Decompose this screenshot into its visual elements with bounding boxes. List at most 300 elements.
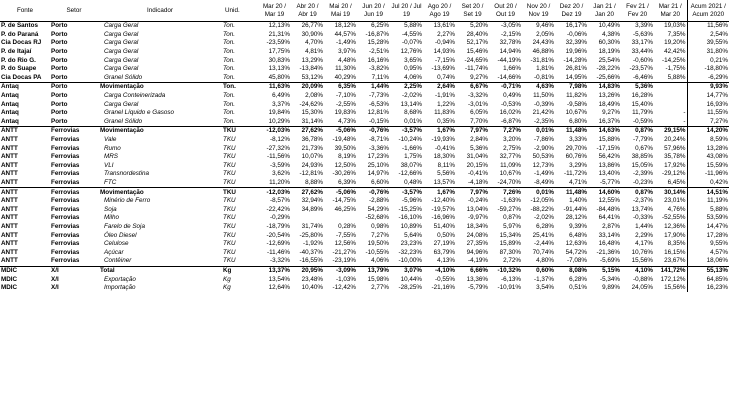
cell-value: 30,14% [654,188,687,197]
cell-value: 8,08% [555,266,588,275]
cell-value: 1,22% [437,100,455,108]
column-header-1[interactable]: Setor [50,0,98,22]
cell-value: 14,97% [367,170,389,178]
cell-value: -8,71% [369,136,389,144]
cell-value: 32,39% [565,39,587,47]
cell-value [654,83,687,92]
cell-value: 54,72% [565,248,587,256]
cell-value: -1,91% [435,92,455,100]
cell-value: 0,01% [404,117,422,125]
cell-value: -2,88% [369,197,389,205]
cell-indicador: Importação [104,284,136,292]
cell-value: 54,29% [367,205,389,213]
cell-value: 17,92% [664,161,686,169]
cell-value: -21,16% [431,284,455,292]
cell-indicador: Carga Geral [104,56,139,64]
cell-value: 9,39% [569,222,587,230]
cell-value: -21,27% [332,248,356,256]
cell-value: -2,55% [336,100,356,108]
cell-value: -14,28% [563,56,587,64]
cell-value: 11,79% [632,109,653,117]
cell-value: 8,11% [437,161,455,169]
table-row[interactable] [0,56,729,65]
cell-value: 12,56% [334,240,356,248]
cell-value: -10,32% [489,266,522,275]
cell-value: 13,79% [357,266,390,275]
cell-value [654,92,687,101]
cell-acum: 0,21% [687,56,729,65]
cell-setor: Porto [51,48,68,56]
cell-value: -12,42% [332,284,356,292]
cell-fonte: ANTT [0,188,50,197]
cell-value: -23,59% [266,39,290,47]
cell-value: 23,01% [664,197,686,205]
cell-value: -0,55% [435,275,455,283]
table-row[interactable] [0,118,729,127]
cell-setor: Ferrovias [51,222,80,230]
cell-value: 2,72% [503,257,521,265]
cell-value: 10,29% [268,117,290,125]
cell-value: 25,10% [367,161,389,169]
cell-fonte: ANTT [0,127,50,136]
table-row[interactable] [0,39,729,48]
cell-value: 8,68% [404,109,422,117]
cell-unid: TKU [223,222,236,230]
cell-value: 21,31% [268,30,290,38]
cell-fonte: Antaq [1,117,19,125]
cell-value: 18,49% [598,100,620,108]
cell-unid: TKU [223,205,236,213]
cell-unid: TKU [222,127,258,136]
table-row[interactable] [0,231,729,240]
table-row[interactable] [0,65,729,74]
cell-indicador: Carga Geral [104,39,139,47]
column-header-6[interactable]: Mai 20 / Mai 19 [324,0,357,22]
cell-value: 12,64% [268,284,290,292]
cell-setor: Porto [51,73,68,81]
cell-fonte: P. de Itajaí [1,48,32,56]
cell-value: 46,88% [532,48,554,56]
cell-value [654,100,687,109]
cell-value: 15,40% [631,100,653,108]
cell-value: 12,63% [565,240,587,248]
cell-setor: X/I [51,275,59,283]
cell-value: -2,35% [534,117,554,125]
cell-value: 2,29% [635,231,653,239]
cell-value: -1,63% [501,197,521,205]
cell-acum: 16,23% [687,284,729,293]
column-header-13[interactable]: Dez 20 / Dez 19 [555,0,588,22]
cell-value: -12,03% [258,127,291,136]
cell-value: 9,89% [602,284,620,292]
cell-indicador: Movimentação [98,188,222,197]
cell-unid: Ton. [223,100,236,108]
cell-value: 3,29% [569,161,587,169]
cell-value: 0,35% [437,117,455,125]
cell-value: -12,03% [258,188,291,197]
cell-value: -0,81% [534,73,554,81]
cell-indicador: MRS [104,153,118,161]
table-row[interactable] [0,170,729,179]
table-row[interactable] [0,275,729,284]
cell-value: 5,56% [437,170,455,178]
cell-value: 40,29% [334,73,356,81]
cell-value: 17,75% [268,48,290,56]
table-row[interactable] [0,205,729,214]
cell-fonte: Antaq [1,92,19,100]
cell-value: -7,79% [633,136,653,144]
cell-value: 12,81% [367,109,389,117]
table-row[interactable] [0,179,729,188]
cell-value: 9,27% [470,73,488,81]
table-row[interactable] [0,257,729,266]
cell-value: 1,44% [357,83,390,92]
cell-value: 2,05% [536,30,554,38]
cell-value: 19,83% [334,109,356,117]
cell-value: 10,67% [499,170,521,178]
cell-value: 19,20% [664,39,686,47]
cell-value: 4,80% [536,257,554,265]
cell-value: 7,27% [371,231,389,239]
cell-value: -11,74% [465,65,488,73]
cell-value: 20,15% [466,161,488,169]
cell-fonte: Cia Docas PA [1,73,42,81]
cell-value: -0,07% [402,39,422,47]
cell-value: -28,22% [596,65,620,73]
column-header-16[interactable]: Mar 21 / Mar 20 [654,0,687,22]
table-row[interactable] [0,248,729,257]
column-header-12[interactable]: Nov 20 / Nov 19 [522,0,555,22]
cell-value: 30,83% [268,56,290,64]
column-header-10[interactable]: Set 20 / Set 19 [456,0,489,22]
table-row[interactable] [0,197,729,206]
cell-indicador: Movimentação [98,83,222,92]
column-header-4[interactable]: Mar 20 / Mar 19 [258,0,291,22]
cell-value: 5,64% [404,231,422,239]
table-row[interactable] [0,127,729,136]
cell-value: -52,55% [662,214,686,222]
cell-value: -2,44% [534,240,554,248]
cell-setor: Ferrovias [51,144,80,152]
cell-fonte: ANTT [1,257,18,265]
cell-value: -16,10% [398,214,422,222]
cell-value: 9,27% [602,109,620,117]
cell-unid: Ton. [223,22,236,30]
cell-value: -14,75% [332,197,356,205]
cell-value: 0,74% [437,73,455,81]
cell-setor: Ferrovias [51,231,80,239]
cell-value: 1,40% [569,197,587,205]
cell-value: 32,94% [301,197,323,205]
cell-acum: 0,42% [687,179,729,188]
cell-setor: Porto [51,117,68,125]
cell-value: 1,44% [635,222,653,230]
cell-value: -6,87% [501,117,521,125]
column-header-11[interactable]: Out 20 / Out 19 [489,0,522,22]
cell-value: -12,66% [398,170,422,178]
cell-value: -20,54% [266,231,290,239]
table-row[interactable] [0,266,729,275]
cell-value: 10,07% [301,153,323,161]
cell-unid: Kg [223,284,231,292]
cell-value: -1,37% [534,275,554,283]
cell-value: 9,46% [536,22,554,30]
cell-setor: Ferrovias [51,136,80,144]
table-row[interactable] [0,100,729,109]
cell-value: -2,90% [534,144,554,152]
cell-value: -24,65% [464,56,488,64]
cell-value: 11,83% [434,109,455,117]
cell-value: -0,60% [633,56,653,64]
cell-value: 6,25% [371,22,389,30]
cell-unid: Ton. [223,56,236,64]
cell-fonte: ANTT [1,136,18,144]
cell-value: - [683,109,686,117]
cell-value: 0,51% [569,284,587,292]
cell-value: -0,71% [489,83,522,92]
cell-value: 0,49% [503,92,521,100]
cell-value: -7,73% [369,92,389,100]
cell-value: -19,57% [431,205,455,213]
table-row[interactable] [0,162,729,171]
cell-acum: 15,59% [687,162,729,171]
table-row[interactable] [0,188,729,197]
cell-setor: Porto [51,56,68,64]
cell-value: 2,25% [390,83,423,92]
cell-value: 172,12% [660,275,686,283]
cell-value: -52,68% [365,214,389,222]
cell-indicador: Carga Geral [104,100,139,108]
cell-value: 10,67% [565,109,587,117]
cell-value: 11,50% [533,92,554,100]
cell-value: 5,36% [621,83,654,92]
cell-value: 13,57% [433,178,455,186]
cell-value: 8,19% [338,153,356,161]
table-row[interactable] [0,240,729,249]
cell-value: 14,94% [499,48,521,56]
table-row[interactable] [0,22,729,31]
cell-value: 31,74% [301,222,323,230]
cell-value: 6,28% [536,222,554,230]
cell-value: -3,59% [270,161,290,169]
cell-value: 12,13% [268,22,290,30]
cell-value: 6,48% [569,231,587,239]
cell-setor: Ferrovias [50,127,98,136]
table-row[interactable] [0,153,729,162]
cell-value: 6,28% [569,275,587,283]
cell-value: 11,09% [500,161,521,169]
cell-value: 8,35% [667,240,686,248]
cell-value: 70,74% [532,248,554,256]
cell-value: 28,40% [466,30,488,38]
cell-value: 13,54% [268,275,290,283]
cell-value: 7,97% [456,188,489,197]
cell-value: -8,49% [534,178,554,186]
cell-value: 44,57% [334,30,356,38]
table-row[interactable] [0,83,729,92]
cell-fonte: ANTT [1,170,18,178]
cell-value: 27,62% [291,127,324,136]
cell-value: 17,90% [664,231,686,239]
cell-value: -17,15% [596,144,620,152]
cell-value: 5,88% [667,73,686,81]
cell-value: -19,93% [431,136,455,144]
column-header-9[interactable]: Ago 20 / Ago 19 [423,0,456,22]
cell-value: -3,57% [390,188,423,197]
cell-value: 0,87% [621,127,654,136]
cell-unid: TKU [222,188,258,197]
cell-value: 60,30% [598,39,620,47]
table-row[interactable] [0,31,729,40]
cell-value: -29,12% [662,170,686,178]
cell-value: - [683,117,686,125]
cell-unid: Ton. [223,92,236,100]
cell-value: -7,55% [336,231,356,239]
cell-unid: TKU [223,197,236,205]
cell-value: -1,49% [336,39,356,47]
cell-value: 18,34% [466,222,488,230]
cell-value: -18,79% [266,222,290,230]
cell-value: 11,20% [269,178,290,186]
table-header [0,0,729,22]
table-row[interactable] [0,144,729,153]
cell-value: 6,05% [470,109,488,117]
cell-value: -0,76% [357,127,390,136]
cell-value: 0,60% [522,266,555,275]
cell-value: -10,00% [398,257,422,265]
cell-setor: Ferrovias [51,161,80,169]
cell-indicador: Movimentação [98,127,222,136]
cell-fonte: MDIC [1,275,18,283]
cell-value: -88,22% [530,205,554,213]
cell-value: -12,40% [431,197,455,205]
cell-value: -5,77% [600,178,620,186]
cell-value: 27,19% [433,240,455,248]
cell-value: 33,14% [598,231,620,239]
cell-unid: Kg [223,275,231,283]
cell-value: 11,30% [335,65,356,73]
cell-acum: 39,55% [687,39,729,48]
column-header-2[interactable]: Indicador [98,0,222,22]
table-row[interactable] [0,136,729,145]
cell-value: -2,15% [501,30,521,38]
cell-value: -12,05% [530,197,554,205]
cell-value: -0,41% [435,144,455,152]
cell-value: -2,37% [633,197,653,205]
cell-value: 21,42% [532,109,554,117]
cell-value: -27,32% [266,144,290,152]
column-header-5[interactable]: Abr 20 / Abr 19 [291,0,324,22]
cell-value: 60,76% [565,153,587,161]
cell-value: 28,12% [565,214,587,222]
table-row[interactable] [0,223,729,232]
table-row[interactable] [0,109,729,118]
cell-value: 19,84% [268,109,290,117]
table-row[interactable] [0,92,729,101]
cell-acum: 16,93% [687,100,729,109]
cell-acum: 64,85% [687,275,729,284]
table-row[interactable] [0,48,729,57]
cell-acum: 9,93% [687,83,729,92]
cell-setor: Ferrovias [51,178,80,186]
cell-value: -16,87% [365,30,389,38]
cell-indicador: Carga Geral [104,65,139,73]
cell-value: 16,37% [598,117,620,125]
cell-value: 29,15% [654,127,687,136]
cell-value: -22,42% [266,205,290,213]
cell-value: 29,70% [565,144,587,152]
column-header-14[interactable]: Jan 21 / Jan 20 [588,0,621,22]
column-header-0[interactable]: Fonte [0,0,50,22]
table-row[interactable] [0,74,729,83]
cell-value: 0,87% [503,214,521,222]
cell-unid: TKU [223,178,236,186]
table-row[interactable] [0,214,729,223]
cell-setor: X/I [50,266,98,275]
cell-value: 0,48% [404,178,422,186]
cell-value: -4,10% [423,266,456,275]
cell-value: 24,93% [301,161,323,169]
cell-unid: Ton. [223,117,236,125]
column-header-7[interactable]: Jun 20 / Jun 19 [357,0,390,22]
cell-value: -16,96% [431,214,455,222]
cell-value: -7,08% [567,257,587,265]
cell-value: 27,35% [466,240,488,248]
cell-unid: TKU [223,161,236,169]
cell-fonte: ANTT [1,240,18,248]
cell-acum: 11,56% [687,22,729,31]
cell-value: -3,01% [468,100,488,108]
cell-value: -12,69% [266,240,290,248]
cell-value: 27,62% [291,188,324,197]
cell-indicador: Vale [104,136,117,144]
column-header-17[interactable]: Acum 2021 / Acum 2020 [687,0,729,22]
cell-value: 24,08% [466,231,488,239]
cell-value: 25,54% [598,56,620,64]
cell-indicador: Soja [104,205,117,213]
cell-value: 5,36% [470,144,488,152]
cell-value: 10,40% [301,284,323,292]
cell-value: 6,67% [456,83,489,92]
table-row[interactable] [0,284,729,293]
cell-value: 12,55% [598,197,620,205]
cell-value: 19,96% [565,48,587,56]
cell-fonte: P. de Santos [1,22,38,30]
cell-value: -7,15% [435,56,455,64]
cell-value: 46,25% [334,205,356,213]
cell-acum: 7,27% [687,118,729,127]
cell-value: -1,49% [534,170,554,178]
cell-value: 4,06% [404,73,422,81]
cell-value: -5,34% [600,275,620,283]
cell-value: 11,82% [566,92,587,100]
cell-value: 4,17% [635,240,653,248]
cell-value: 1,81% [536,65,554,73]
column-header-3[interactable]: Unid. [222,0,258,22]
cell-unid: TKU [223,136,236,144]
column-header-15[interactable]: Fev 21 / Fev 20 [621,0,654,22]
cell-value: 2,64% [423,83,456,92]
cell-acum: 2,54% [687,31,729,40]
cell-value: 10,49% [598,22,620,30]
cell-value: 12,76% [400,48,422,56]
cell-value: 4,76% [667,205,686,213]
column-header-8[interactable]: Jul 20 / Jul 19 [390,0,423,22]
cell-value: 33,17% [631,39,653,47]
cell-value: -0,39% [534,100,554,108]
cell-value: -32,23% [398,248,422,256]
cell-value: 50,53% [532,153,554,161]
